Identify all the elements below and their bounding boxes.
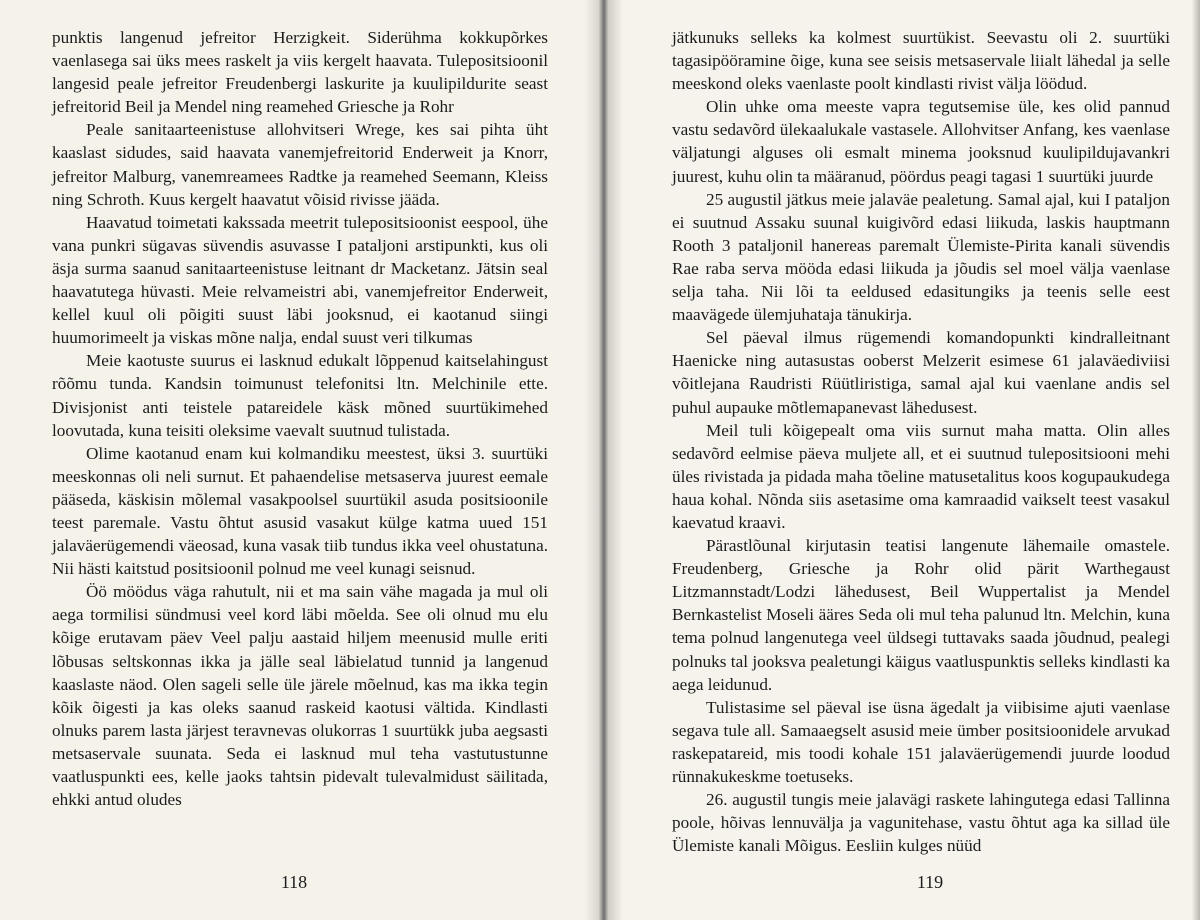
right-page-text (672, 26, 1170, 857)
left-page-text (52, 26, 548, 811)
paragraph: jätkunuks selleks ka kolmest suurtükist. Seevastu oli 2. suurtüki tagasipööramine õige, kuna see seisis metsaservale liialt lähedal ja selle meeskond oleks vaenlaste poolt kindlasti rivist välja löödud. (672, 28, 1170, 94)
paragraph: 26. augustil tungis meie jalavägi raskete lahingutega edasi Tallinna poole, hõivas lennuvälja ja vagunitehase, vastu õhtut aga ka sillad üle Ülemiste kanali Mõigus. Eesliin kulges nüüd (672, 790, 1170, 856)
paragraph: Sel päeval ilmus rügemendi komandopunkti kindralleitnant Haenicke ning autasustas ooberst Melzerit esimese 61 jalaväediviisi võitlejana Raudristi Rüütliristiga, samal ajal kui vaenlane andis sel puhul aupauke mõtlemapanevast lähedusest. (672, 328, 1170, 417)
paragraph: Olin uhke oma meeste vapra tegutsemise üle, kes olid pannud vastu sedavõrd ülekaalukale vastasele. Allohvitser Anfang, kes vaenlase väljatungi alguses oli esmalt minema jooksnud kuulipildujavankri juurest, kuhu olin ta määranud, pöördus peagi tagasi 1 suurtüki juurde (672, 97, 1170, 186)
paragraph: Peale sanitaarteenistuse allohvitseri Wrege, kes sai pihta üht kaaslast sidudes, said haavata vanemjefreitorid Enderweit ja Knorr, jefreitor Malburg, vanemreamees Radtke ja reamehed Seemann, Kleiss ning Schroth. Kuus kergelt haavatut võisid rivisse jääda. (52, 120, 548, 209)
paragraph: 25 augustil jätkus meie jalaväe pealetung. Samal ajal, kui I pataljon ei suutnud Assaku suunal kuigivõrd edasi liikuda, laskis hauptmann Rooth 3 pataljonil hanereas paremalt Ülemiste-Pirita kanali süvendis Rae raba serva mööda edasi liikuda ja jõudis sel moel välja vaenlase selja taha. Nii lõi ta eeldused edasitungiks ja teenis selle eest maavägede ülemjuhataja tänukirja. (672, 189, 1170, 325)
page-number-left: 118 (280, 872, 308, 892)
paragraph: Meie kaotuste suurus ei lasknud edukalt lõppenud kaitselahingust rõõmu tunda. Kandsin toimunust telefonitsi ltn. Melchinile ette. Divisjonist anti teistele patareidele käsk mõned suurtükimehed loovutada, kuna teisiti oleksime vaevalt suutnud tulistada. (52, 351, 548, 440)
paragraph: Tulistasime sel päeval ise üsna ägedalt ja viibisime ajuti vaenlase segava tule all. Samaaegselt asusid meie ümber positsioonidele arvukad raskepatareid, mis toodi kohale 151 jalaväerügemendi juurde loodud rünnakukeskme toetuseks. (672, 697, 1170, 786)
book-gutter (586, 0, 622, 920)
page-edge-shadow (1192, 0, 1200, 920)
paragraph: Pärastlõunal kirjutasin teatisi langenute lähemaile omastele. Freudenberg, Griesche ja Rohr olid pärit Warthegaust Litzmannstadt/Lodzi lähedusest, Beil Wuppertalist ja Mendel Bernkastelist Moseli ääres Seda oli mul teha palunud ltn. Melchin, kuna tema polnud langenutega veel üldsegi tuttavaks saada jõudnud, pealegi polnuks tal jooksva pealetungi käigus vaatluspunktis selleks kindlasti ka aega leidunud. (672, 536, 1170, 694)
paragraph: Olime kaotanud enam kui kolmandiku meestest, üksi 3. suurtüki meeskonnas oli neli surnut. Et pahaendelise metsaserva juurest eemale pääseda, käskisin mõlemal vasakpoolsel suurtükil asuda positsioonile teest paremale. Vastu õhtut asusid vasakut külge katma uued 151 jalaväerügemendi väeosad, kuna vasak tiib tundus ikka veel ohustatuna. Nii hästi kaitstud positsioonil polnud me veel kunagi seisnud. (52, 443, 548, 579)
paragraph: Meil tuli kõigepealt oma viis surnut maha matta. Olin alles sedavõrd eelmise päeva muljete all, et ei suutnud tulepositsiooni mehi üles rivistada ja pidada maha tõeline matusetalitus koos kogupaukudega haua kohal. Nõnda siis asetasime oma kamraadid vaikselt teest vasakul kaevatud kraavi. (672, 420, 1170, 532)
paragraph: punktis langenud jefreitor Herzigkeit. Siderühma kokkupõrkes vaenlasega sai üks mees raskelt ja viis kergelt haavata. Tulepositsioonil langesid peale jefreitor Freudenbergi laskurite ja kuulipildurite seast jefreitorid Beil ja Mendel ning reamehed Griesche ja Rohr (52, 28, 548, 117)
page-number-right: 119 (916, 872, 944, 892)
paragraph: Haavatud toimetati kakssada meetrit tulepositsioonist eespool, ühe vana punkri sügavas süvendis asuvasse I pataljoni arstipunkti, kus oli äsja surma saanud sanitaarteenistuse leitnant dr Macketanz. Jätsin seal haavatutega hüvasti. Meie relvameistri abi, vanemjefreitor Enderweit, kellel kuul oli põigiti suust läbi jooksnud, ei kaotanud siingi huumorimeelt ja viskas mõne nalja, endal suust veri tilkumas (52, 212, 548, 348)
right-page (604, 0, 1200, 920)
paragraph: Öö möödus väga rahutult, nii et ma sain vähe magada ja mul oli aega tormilisi sündmusi veel kord läbi mõelda. See oli olnud mu elu kõige erutavam päev Veel palju aastaid hiljem meenusid mulle eriti lõbusas seltskonnas ikka ja jälle seal läbielatud tunnid ja langenud kaaslaste näod. Olen sageli selle üle järele mõelnud, kas ma ikka tegin kõik õigesti ja kas oleks saanud raskeid kaotusi vältida. Kindlasti olnuks parem lasta järjest teravnevas olukorras 1 suurtükk juba aegsasti metsaservale suunata. Seda ei lasknud mul teha vastutustunne vaatluspunkti ees, kelle jaoks tahtsin pidevalt tulevalmidust säilitada, ehkki antud oludes (52, 582, 548, 810)
